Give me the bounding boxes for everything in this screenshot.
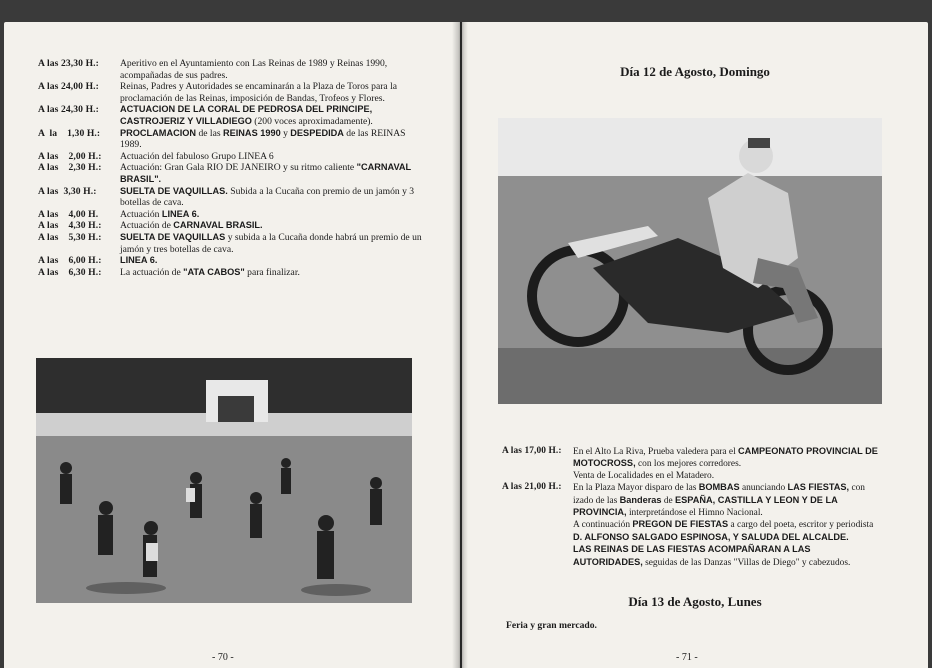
schedule-row (38, 128, 428, 151)
body-text: Actuación: Gran Gala RIO DE JANEIRO y su ritmo caliente (120, 162, 357, 174)
motocross-photo (498, 118, 882, 404)
schedule-row (38, 267, 428, 279)
body-text: interpretándose el Himno Nacional. (626, 508, 763, 519)
schedule-row (38, 162, 428, 185)
schedule-description (120, 58, 428, 81)
schedule-description (120, 128, 428, 151)
highlight-text: CAMPEONATO PROVINCIAL DE MOTOCROSS, (573, 446, 878, 469)
highlight-text: LINEA 6. (161, 208, 200, 219)
highlight-text: "CARNAVAL BRASIL". (120, 162, 411, 184)
body-text: de las REINAS 1989. (120, 127, 406, 151)
schedule-row (502, 471, 882, 482)
page-number-right: - 71 - (676, 652, 698, 663)
schedule-time: A las 21,00 H.: (502, 482, 562, 493)
schedule-time: A las 6,30 H.: (38, 266, 102, 278)
page-number-left: - 70 - (212, 652, 234, 663)
schedule-time: A las 5,30 H.: (38, 231, 102, 243)
body-text: para finalizar. (244, 266, 300, 278)
schedule-time: A las 2,00 H.: (38, 150, 102, 162)
schedule-row (38, 186, 428, 209)
body-text: La actuación de (120, 266, 184, 278)
highlight-text: D. ALFONSO SALGADO ESPINOSA, Y SALUDA DEL ALCALDE. (573, 531, 849, 542)
body-text: En la Plaza Mayor disparo de las (573, 483, 699, 494)
schedule-description (120, 267, 428, 279)
schedule-row (38, 232, 428, 255)
bullring-crowd-photo (36, 358, 412, 603)
left-schedule (38, 58, 428, 278)
schedule-time: A las 6,00 H.: (38, 255, 102, 267)
day-12-title: Día 12 de Agosto, Domingo (620, 64, 770, 79)
body-text: con los mejores corredores. (635, 459, 742, 470)
highlight-text: PREGON DE FIESTAS (632, 519, 729, 530)
body-text: (200 voces aproximadamente). (251, 115, 373, 127)
schedule-time: A las 3,30 H.: (38, 185, 97, 197)
highlight-text: PROCLAMACION (120, 127, 197, 138)
right-page (462, 22, 928, 668)
highlight-text: REINAS 1990 (222, 127, 281, 138)
schedule-time: A las 2,30 H.: (38, 162, 102, 174)
schedule-row (38, 151, 428, 163)
body-text: y subida a la Cucaña donde habrá un premio de un jamón y tres botellas de cava. (120, 231, 422, 255)
schedule-row (38, 220, 428, 232)
schedule-row (38, 255, 428, 267)
schedule-time: A la 1,30 H.: (38, 127, 101, 139)
schedule-row (502, 519, 882, 544)
day-13-text: Feria y gran mercado. (506, 620, 597, 631)
body-text: a cargo del poeta, escritor y periodista (728, 520, 874, 531)
highlight-text: BOMBAS (698, 482, 740, 493)
body-text: Actuación (120, 208, 162, 220)
body-text: En el Alto La Riva, Prueba valedera para el (573, 447, 739, 457)
book-gutter (452, 22, 468, 668)
schedule-row (502, 544, 882, 569)
schedule-description (573, 482, 882, 519)
schedule-description (573, 544, 882, 569)
highlight-text: LAS FIESTAS, (787, 482, 850, 493)
schedule-description (120, 232, 428, 255)
schedule-time: A las 24,30 H.: (38, 104, 99, 116)
body-text: con izado de las (573, 483, 865, 506)
schedule-description (120, 151, 428, 163)
schedule-description (120, 186, 428, 209)
day-13-title: Día 13 de Agosto, Lunes (628, 594, 762, 609)
schedule-description (120, 104, 428, 127)
body-text: de las (196, 127, 223, 139)
schedule-description (120, 162, 428, 185)
schedule-description (120, 220, 428, 232)
schedule-description (120, 81, 428, 104)
left-page (4, 22, 460, 668)
schedule-description (120, 255, 428, 267)
body-text: Aperitivo en el Ayuntamiento con Las Reinas de 1989 y Reinas 1990, acompañadas de sus padres. (120, 58, 388, 81)
schedule-row (38, 81, 428, 104)
right-schedule (502, 446, 882, 569)
highlight-text: ESPAÑA, CASTILLA Y LEON Y DE LA PROVINCIA, (573, 494, 838, 518)
highlight-text: LAS REINAS DE LAS FIESTAS ACOMPAÑARAN A LAS AUTORIDADES, (573, 544, 811, 567)
body-text: Actuación del fabuloso Grupo LINEA 6 (120, 150, 274, 162)
highlight-text: SUELTA DE VAQUILLAS. (120, 185, 228, 196)
schedule-row (38, 58, 428, 81)
schedule-row (502, 446, 882, 471)
schedule-row (502, 482, 882, 519)
highlight-text: "ATA CABOS" (183, 266, 245, 277)
highlight-text: DESPEDIDA (290, 127, 344, 138)
schedule-time: A las 4,30 H.: (38, 220, 102, 232)
schedule-description (120, 209, 428, 221)
highlight-text: CARNAVAL BRASIL. (173, 220, 263, 231)
body-text: seguidas de las Danzas "Villas de Diego" y cabezudos. (642, 557, 851, 568)
body-text: Actuación de (120, 220, 174, 232)
body-text: de (661, 495, 676, 506)
schedule-time: A las 23,30 H.: (38, 58, 99, 69)
body-text: Venta de Localidades en el Matadero. (573, 470, 715, 481)
body-text: y (280, 127, 291, 139)
highlight-text: LINEA 6. (120, 255, 158, 266)
body-text: Subida a la Cucaña con premio de un jamón y 3 botellas de cava. (120, 185, 415, 209)
body-text: A continuación (573, 520, 633, 531)
highlight-text: SUELTA DE VAQUILLAS (120, 231, 226, 242)
schedule-row (38, 209, 428, 221)
schedule-description (573, 446, 882, 471)
schedule-row (38, 104, 428, 127)
schedule-time: A las 4,00 H. (38, 208, 99, 220)
schedule-time: A las 24,00 H.: (38, 81, 99, 93)
body-text: Reinas, Padres y Autoridades se encaminarán a la Plaza de Toros para la proclamación de las Reinas, imposición de Bandas, Trofeos y Flores. (120, 81, 398, 104)
schedule-description (573, 471, 882, 482)
highlight-text: Banderas (619, 494, 662, 505)
schedule-description (573, 519, 882, 544)
body-text: anunciando (739, 483, 788, 494)
highlight-text: ACTUACION DE LA CORAL DE PEDROSA DEL PRINCIPE, CASTROJERIZ Y VILLADIEGO (120, 104, 373, 126)
schedule-time: A las 17,00 H.: (502, 446, 562, 456)
